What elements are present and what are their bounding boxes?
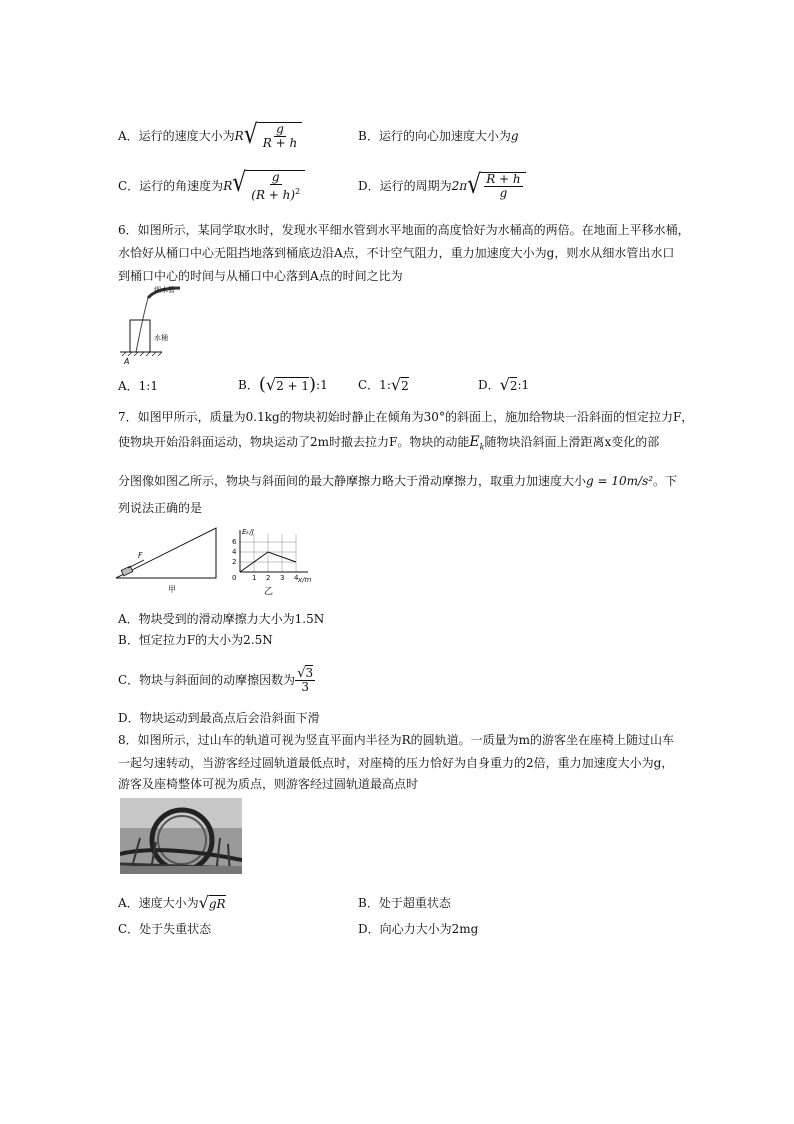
q6-option-c: C．1: √ 2	[358, 375, 409, 394]
q8-option-a-rad: gR	[208, 896, 226, 911]
y-tick-4: 4	[232, 548, 237, 556]
q5-option-d-sqrt	[467, 172, 525, 200]
yi-label: 乙	[264, 587, 274, 597]
q7-stem-line3	[118, 473, 677, 489]
q7-option-b: B．恒定拉力F的大小为2.5N	[118, 633, 273, 647]
q5-option-c-r: R	[223, 179, 233, 193]
ground-hatch	[122, 352, 162, 356]
q8-option-b: B．处于超重状态	[358, 896, 451, 910]
jia-label: 甲	[168, 585, 176, 594]
q6-option-b: B． ( √ 2 + 1 ) :1	[238, 374, 328, 395]
q6-stem-line2: 水恰好从桶口中心无阻挡地落到桶底边沿A点，不计空气阻力，重力加速度大小为g，则水从细水管出水口	[118, 246, 675, 260]
block	[121, 566, 133, 576]
q7-g-value: g = 10m/s²	[586, 474, 654, 488]
q7-stem-line2-text: 使物块开始沿斜面运动，物块运动了2m时撤去拉力F。物块的动能	[118, 435, 470, 449]
q7-figure-jia	[112, 524, 224, 596]
q7-option-d: D．物块运动到最高点后会沿斜面下滑	[118, 711, 320, 725]
q5-option-c-sqrt	[232, 170, 305, 202]
point-a-label: A	[124, 357, 130, 366]
q6-option-d-suffix: :1	[517, 378, 530, 392]
q5-option-c-den: (R + h)	[251, 188, 296, 202]
q5-option-d-den: g	[499, 186, 508, 200]
q6-option-d: D． √ 2 :1	[478, 375, 530, 394]
x-tick-1: 1	[252, 574, 257, 582]
q7-ek-symbol: E	[469, 434, 480, 450]
q6-option-c-rad: 2	[401, 378, 409, 393]
q7-stem-line2	[118, 434, 659, 455]
q7-figure-yi	[228, 526, 320, 598]
q7-option-c-frac	[295, 667, 315, 694]
y-axis-label: Eₖ/J	[242, 528, 254, 536]
q7-option-c-den: 3	[301, 679, 309, 694]
q7-option-c	[118, 660, 315, 700]
q7-option-c-num-wrap: √3	[297, 665, 314, 681]
q6-option-b-expr: 2 + 1	[276, 378, 310, 393]
q6-option-a: A．1:1	[118, 379, 158, 393]
q5-option-a-den: R + h	[262, 136, 298, 150]
bucket-label: 水桶	[154, 334, 168, 342]
q5-option-a	[118, 118, 302, 154]
q5-option-b	[358, 128, 519, 144]
q5-option-d-prefix: D．运行的周期为	[358, 179, 452, 193]
q7-option-a: A．物块受到的滑动摩擦力大小为1.5N	[118, 612, 325, 626]
q6-option-d-prefix: D．	[478, 378, 500, 392]
q7-stem-line4: 列说法正确的是	[118, 501, 203, 515]
q6-option-b-prefix: B．	[238, 378, 259, 392]
roller-coaster-photo	[120, 798, 242, 874]
x-tick-4: 4	[294, 574, 299, 582]
q7-option-c-prefix: C．物块与斜面间的动摩擦因数为	[118, 673, 296, 687]
q8-stem-line2: 一起匀速转动，当游客经过圆轨道最低点时，对座椅的压力恰好为自身重力的2倍，重力加速度大小为g，	[118, 756, 674, 770]
y-tick-2: 2	[232, 558, 237, 566]
force-label: F	[138, 551, 143, 560]
bucket	[130, 320, 150, 352]
q6-option-c-prefix: C．1:	[358, 378, 391, 392]
q5-option-a-prefix: A．运行的速度大小为	[118, 129, 235, 143]
q5-option-a-sqrt	[244, 122, 302, 150]
q6-stem-line1: 6．如图所示，某同学取水时，发现水平细水管到水平地面的高度恰好为水桶高的两倍。在地面上平移水桶，	[118, 223, 690, 237]
q7-stem-line3-text: 分图像如图乙所示，物块与斜面间的最大静摩擦力略大于滑动摩擦力，取重力加速度大小	[118, 474, 587, 488]
q8-option-c: C．处于失重状态	[118, 922, 212, 936]
q6-stem-line3: 到桶口中心的时间与从桶口中心落到A点的时间之比为	[118, 269, 403, 283]
q6-option-b-suffix: :1	[316, 378, 328, 392]
q7-option-c-num: 3	[305, 665, 314, 680]
q5-option-d-num: R + h	[486, 172, 521, 186]
q5-option-c-exp: 2	[295, 187, 301, 196]
q7-stem-line3-end: 。下	[653, 474, 678, 488]
radical-sign: √	[467, 170, 482, 201]
q6-figure	[118, 282, 198, 368]
y-tick-6: 6	[232, 538, 237, 546]
water-stream	[136, 298, 148, 352]
q5-option-c-den-wrap	[249, 185, 302, 202]
q5-option-c-prefix: C．运行的角速度为	[118, 179, 224, 193]
q5-option-c-num: g	[271, 170, 280, 184]
x-tick-2: 2	[266, 574, 271, 582]
q5-option-a-num: g	[276, 122, 284, 136]
q5-option-d-frac	[484, 173, 522, 200]
q5-option-d	[358, 168, 526, 204]
origin-label: 0	[232, 574, 237, 582]
q5-option-c-frac	[249, 171, 302, 202]
q5-option-a-frac	[261, 123, 299, 150]
q5-option-a-r: R	[234, 129, 244, 143]
pipe-label: 细水管	[154, 286, 175, 294]
q5-option-b-text: B．运行的向心加速度大小为	[358, 129, 511, 143]
q5-option-c	[118, 168, 305, 204]
radical-sign: √	[232, 168, 247, 198]
q8-stem-line1: 8．如图所示，过山车的轨道可视为竖直平面内半径为R的圆轨道。一质量为m的游客坐在座椅上随过山车	[118, 733, 675, 747]
x-axis-label: x/m	[298, 576, 312, 584]
q7-ek-sub: k	[479, 442, 485, 452]
q5-option-d-coef: 2π	[451, 179, 468, 193]
radical-sign: √	[243, 120, 258, 151]
q8-option-d: D．向心力大小为2mg	[358, 922, 479, 936]
q7-stem-line2-rest: 随物块沿斜面上滑距离x变化的部	[484, 435, 660, 449]
q5-option-b-g: g	[510, 129, 519, 143]
q8-option-a-prefix: A．速度大小为	[118, 896, 199, 910]
force-arrow	[128, 560, 144, 568]
q8-option-a: A．速度大小为 √ gR	[118, 893, 226, 912]
x-tick-3: 3	[280, 574, 285, 582]
q7-stem-line1: 7．如图甲所示，质量为0.1kg的物块初始时静止在倾角为30°的斜面上，施加给物块一沿斜面的恒定拉力F，	[118, 410, 694, 424]
q8-stem-line3: 游客及座椅整体可视为质点，则游客经过圆轨道最高点时	[118, 777, 419, 791]
q6-option-d-rad: 2	[509, 378, 518, 393]
